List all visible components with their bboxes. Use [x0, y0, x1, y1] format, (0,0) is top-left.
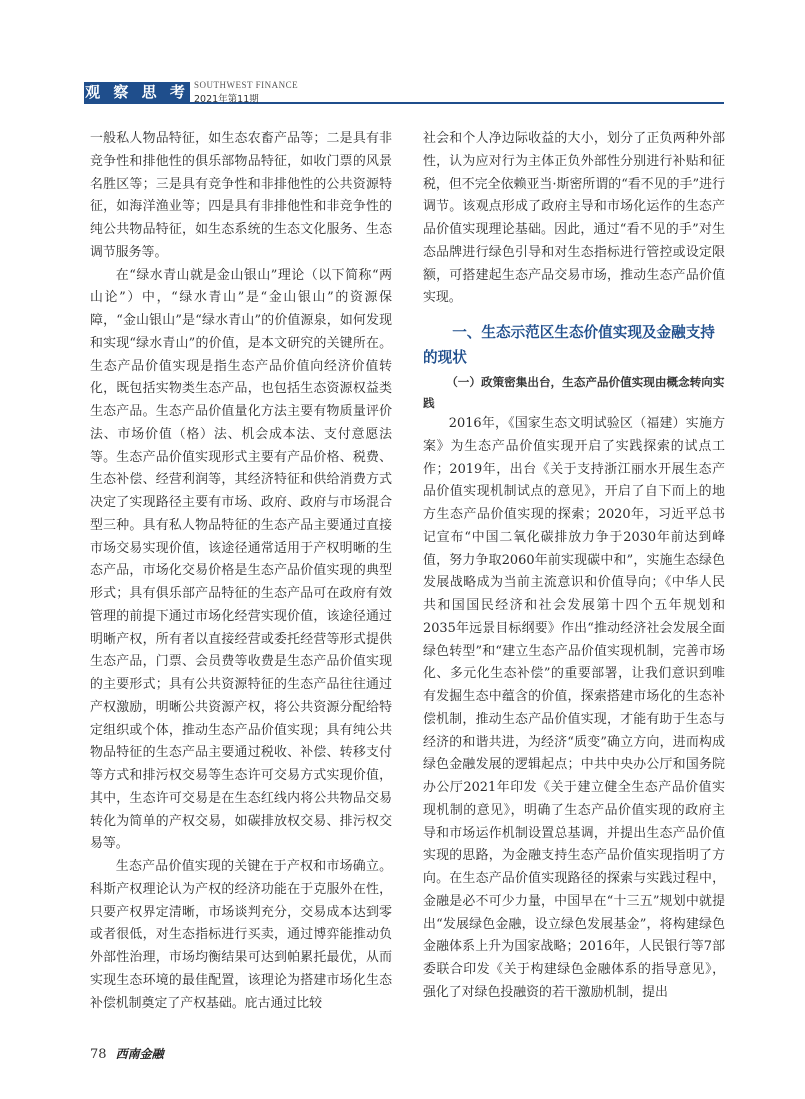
page-number: 78: [90, 1047, 107, 1062]
page-footer: [90, 1043, 164, 1063]
issue-label: 2021年第11期: [194, 94, 259, 105]
right-column: [423, 128, 725, 1005]
journal-name: 西南金融: [115, 1047, 164, 1061]
subsection-heading: （一）政策密集出台，生态产品价值实现由概念转向实践: [423, 375, 725, 410]
journal-english-name: SOUTHWEST FINANCE: [194, 80, 299, 90]
paragraph: 社会和个人净边际收益的大小，划分了正负两种外部性，认为应对行为主体正负外部性分别进行补贴和征税，但不完全依赖亚当·斯密所谓的“看不见的手”进行调节。该观点形成了政府主导和市场化运作的生态产品价值实现理论基础。因此，通过“看不见的手”对生态品牌进行绿色引导和对生态指标进行管控或设定限额，可搭建起生态产品交易市场，推动生态产品价值实现。: [423, 131, 725, 306]
header-rule: [84, 102, 724, 104]
paragraph: 2016年，《国家生态文明试验区（福建）实施方案》为生态产品价值实现开启了实践探索的试点工作；2019年，出台《关于支持浙江丽水开展生态产品价值实现机制试点的意见》，开启了自下而上的地方生态产品价值实现的探索；2020年，习近平总书记宣布“中国二氧化碳排放力争于2030年前达到峰值，努力争取2060年前实现碳中和”，实施生态绿色发展战略成为当前主流意识和价值导向；《中华人民共和国国民经济和社会发展第十四个五年规划和2035年远景目标纲要》作出“推动经济社会发展全面绿色转型”和“建立生态产品价值实现机制，完善市场化、多元化生态补偿”的重要部署，让我们意识到唯有发掘生态中蕴含的价值，探索搭建市场化的生态补偿机制，推动生态产品价值实现，才能有助于生态与经济的和谐共进，为经济“质变”确立方向，进而构成绿色金融发展的逻辑起点；中共中央办公厅和国务院办公厅2021年印发《关于建立健全生态产品价值实现机制的意见》，明确了生态产品价值实现的政府主导和市场运作机制设置总基调，并提出生态产品价值实现的思路，为金融支持生态产品价值实现指明了方向。在生态产品价值实现路径的探索与实践过程中，金融是必不可少力量，中国早在“十三五”规划中就提出“发展绿色金融，设立绿色发展基金”，将构建绿色金融体系上升为国家战略；2016年，人民银行等7部委联合印发《关于构建绿色金融体系的指导意见》，强化了对绿色投融资的若干激励机制，提出: [423, 416, 725, 1000]
left-column: [90, 128, 392, 1015]
paragraph: 一般私人物品特征，如生态农畜产品等；二是具有非竞争性和排他性的俱乐部物品特征，如收门票的风景名胜区等；三是具有竞争性和非排他性的公共资源特征，如海洋渔业等；四是具有非排他性和非竞争性的纯公共物品特征，如生态系统的生态文化服务、生态调节服务等。: [90, 131, 392, 260]
page-header: [0, 80, 805, 106]
paragraph: 在“绿水青山就是金山银山”理论（以下简称“两山论”）中，“绿水青山”是“金山银山”的资源保障，“金山银山”是“绿水青山”的价值源泉，如何发现和实现“绿水青山”的价值，是本文研究的关键所在。生态产品价值实现是指生态产品价值向经济价值转化，既包括实物类生态产品，也包括生态资源权益类生态产品。生态产品价值量化方法主要有物质量评价法、市场价值（格）法、机会成本法、支付意愿法等。生态产品价值实现形式主要有产品价格、税费、生态补偿、经营利润等，其经济特征和供给消费方式决定了实现路径主要有市场、政府、政府与市场混合型三种。具有私人物品特征的生态产品主要通过直接市场交易实现价值，该途径通常适用于产权明晰的生态产品，市场化交易价格是生态产品价值实现的典型形式；具有俱乐部产品特征的生态产品可在政府有效管理的前提下通过市场化经营实现价值，该途径通过明晰产权，所有者以直接经营或委托经营等形式提供生态产品，门票、会员费等收费是生态产品价值实现的主要形式；具有公共资源特征的生态产品往往通过产权激励，明晰公共资源产权，将公共资源分配给特定组织或个体，推动生态产品价值实现；具有纯公共物品特征的生态产品主要通过税收、补偿、转移支付等方式和排污权交易等生态许可交易方式实现价值，其中，生态许可交易是在生态红线内将公共物品交易转化为简单的产权交易，如碳排放权交易、排污权交易等。: [90, 267, 392, 852]
section-title: 观 察 思 考: [85, 83, 189, 101]
paragraph: 生态产品价值实现的关键在于产权和市场确立。科斯产权理论认为产权的经济功能在于克服外在性，只要产权界定清晰，市场谈判充分，交易成本达到零或者很低，对生态指标进行买卖，通过博弈能推动负外部性治理，市场均衡结果可达到帕累托最优，从而实现生态环境的最佳配置，该理论为搭建市场化生态补偿机制奠定了产权基础。庇古通过比较: [90, 859, 392, 1011]
section-heading: 一、生态示范区生态价值实现及金融支持的现状: [423, 324, 715, 366]
